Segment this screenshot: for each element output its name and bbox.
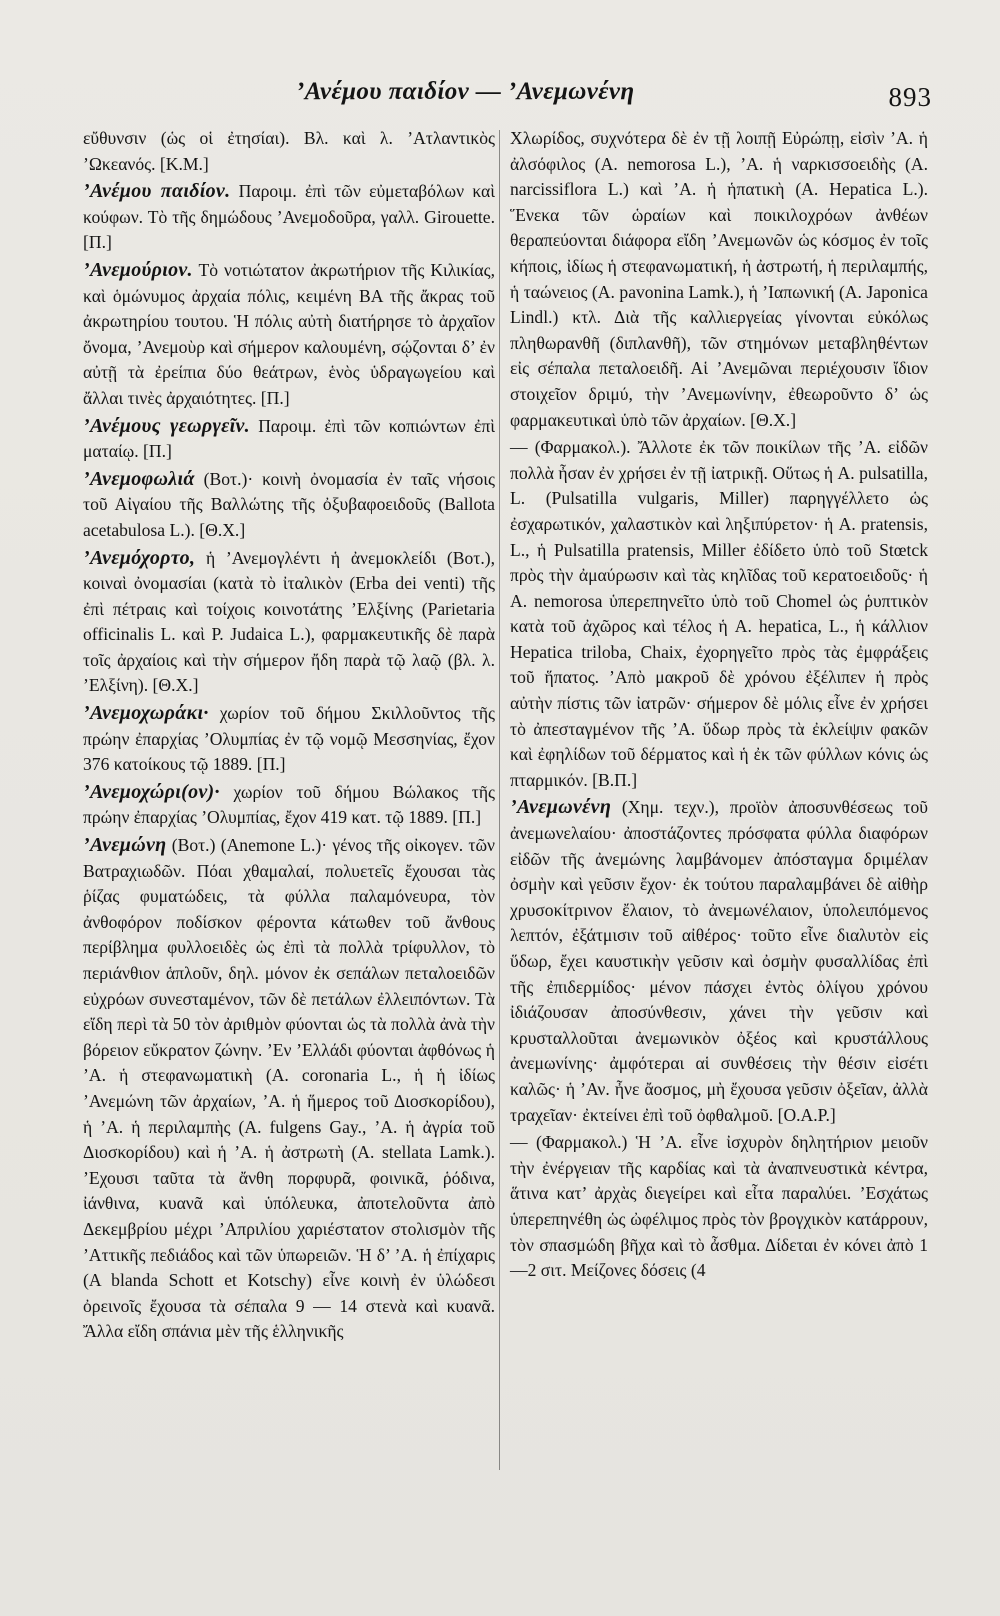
right-column (510, 126, 928, 1284)
entry-text: (Βοτ.) (Anemone L.)· γένος τῆς οἰκογεν. τῶν Βατραχιωδῶν. Πόαι χθαμαλαί, πολυετεῖς ἔχουσαι τὰς ῥίζας φυματώδεις, τὰ φύλλα παλαμόνευρα, τὸν ἀνθοφόρον ποδίσκον φέροντα κάτωθεν τοῦ ἄνθους περίβλημα φυλλοειδὲς ὡς ἐπὶ τὰ πολλὰ τρίφυλλον, τὸ περιάνθιον ἁπλοῦν, δηλ. μόνον ἐκ σεπάλων πεταλοειδῶν εὐχρόων συνεσταμένον, τῶν δὲ πετάλων ἐλλειπόντων. Τὰ εἴδη περὶ τὰ 50 τὸν ἀριθμὸν φύονται ὡς τὰ πολλὰ ἀνὰ τὴν βόρειον εὔκρατον ζώνην. ’Εν ’Ελλάδι φύονται ἀφθόνως ἡ ’Α. ἡ στεφανωματικὴ (A. coronaria L., ἡ ἡ ἰδίως ’Ανεμώνη τῶν ἀρχαίων, ’Α. ἡ ἥμερος τοῦ Διοσκορίδου), ἡ ’Α. ἡ περιλαμπὴς (A. fulgens Gay., ’Α. ἡ ἀγρία τοῦ Διοσκορίδου) καὶ ἡ ’Α. ἡ ἀστρωτὴ (A. stellata Lamk.). ’Εχουσι ταῦτα τὰ ἄνθη πορφυρᾶ, φοινικᾶ, ῥόδινα, ἰάνθινα, κυανᾶ καὶ ὑπόλευκα, ἀποτελοῦντα ἀπὸ Δεκεμβρίου μέχρι ’Απριλίου χαριέστατον στολισμὸν τῆς ’Αττικῆς πεδιάδος καὶ τῶν ὑπωρειῶν. Ἡ δ’ ’Α. ἡ ἐπίχαρις (A blanda Schott et Kotschy) εἶνε κοινὴ ἐν ὑλώδεσι ὀρεινοῖς ἔχουσα τὰ σέπαλα 9 — 14 στενὰ καὶ κυανᾶ. Ἄλλα εἴδη σπάνια μὲν τῆς ἑλληνικῆς (83, 835, 495, 1342)
entry-headword: ’Ανεμοφωλιά (83, 467, 195, 490)
entry-text: — (Φαρμακολ.). Ἄλλοτε ἐκ τῶν ποικίλων τῆς ’Α. εἰδῶν πολλὰ ἦσαν ἐν χρήσει ἐν τῇ ἰατρικῇ. Οὕτως ἡ A. pulsatilla, L. (Pulsatilla vulgaris, Miller) παρηγγέλλετο ὡς ἐσχαρωτικόν, χαλαστικὸν καὶ ληξιπύρετον· ἡ A. pratensis, L., ἡ Pulsatilla pratensis, Miller ἐδίδετο ὑπὸ τοῦ Stœtck πρὸς τὴν ἀμαύρωσιν καὶ τὰς κηλῖδας τοῦ κερατοειδοῦς· ἡ A. nemorosa ὑπερεπηνεῖτο ὑπὸ τοῦ Chomel ὡς ῥυπτικὸν κατὰ τοῦ ἀχῶρος καὶ τέλος ἡ A. hepatica, L., ἡ κάλλιον Hepatica triloba, Chaix, ἐχορηγεῖτο πρὸς τὰς ἐμφράξεις τοῦ ἥπατος. ’Απὸ μακροῦ δὲ χρόνου ἐξέλιπεν ἡ πρὸς αὐτὴν πίστις τῶν ἰατρῶν· σήμερον δὲ μόλις εἶνε ἐν χρήσει τὸ ἀπεσταγμένον τῆς ’Α. ὕδωρ πρὸς τὰ ἐκλείψιν φακῶν καὶ ἐφηλίδων τοῦ δέρματος καὶ ἡ ἐκ τῶν φύλλων κόνις ὡς πταρμικόν. [Β.Π.] (510, 437, 928, 790)
entry-text: Παροιμ. ἐπὶ τῶν εὐμεταβόλων καὶ κούφων. Τὸ τῆς δημώδους ’Ανεμοδοῦρα, γαλλ. Girouette. [Π.] (83, 181, 495, 253)
running-head: ’Ανέμου παιδίον — ’Ανεμωνένη (296, 78, 635, 105)
entry (83, 467, 495, 544)
entry-text: Χλωρίδος, συχνότερα δὲ ἐν τῇ λοιπῇ Εὐρώπῃ, εἰσὶν ’Α. ἡ ἀλσόφιλος (A. nemorosa L.), ’Α. ἡ ναρκισσοειδὴς (A. narcissiflora L.) καὶ ’Α. ἡ ἡπατικὴ (A. Hepatica L.). Ἕνεκα τῶν ὡραίων καὶ ποικιλοχρόων ἀνθέων θεραπεύονται διάφορα εἴδη ’Ανεμωνῶν ὡς κόσμος ἐν τοῖς κήποις, ἰδίως ἡ στεφανωματική, ἡ ἀστρωτή, ἡ περιλαμπής, ἡ ταώνειος (A. pavonina Lamk.), ἡ ’Ιαπωνική (A. Japonica Lindl.) κτλ. Διὰ τῆς καλλιεργείας γίνονται εὐκόλως πληθωρανθῆ (διπλανθῆ), τῶν στημόνων μεταβληθέντων εἰς σέπαλα πεταλοειδῆ. Αἱ ’Ανεμῶναι περιέχουσιν ἴδιον στοιχεῖον δριμύ, τὴν ’Ανεμωνίνην, ἐθεωροῦντο δ’ ὡς φαρμακευτικαὶ ὑπὸ τῶν ἀρχαίων. [Θ.Χ.] (510, 128, 928, 430)
entry-text: Παροιμ. ἐπὶ τῶν κοπιώντων ἐπὶ ματαίῳ. [Π.] (83, 415, 495, 462)
entry (83, 546, 495, 700)
entry-text: — (Φαρμακολ.) Ἡ ’Α. εἶνε ἰσχυρὸν δηλητήριον μειοῦν τὴν ἐνέργειαν τῆς καρδίας καὶ τὰ ἀναπνευστικὰ κέντρα, ἅτινα κατ’ ἀρχὰς διεγείρει καὶ εἶτα παραλύει. ’Εσχάτως ὑπερεπηνέθη ὡς ὠφέλιμος πρὸς τὸν βρογχικὸν κατάρρουν, τὸν σπασμώδη βῆχα καὶ τὸ ἆσθμα. Δίδεται ἐν κόνει ἀπὸ 1—2 σιτ. Μείζονες δόσεις (4 (510, 1132, 928, 1281)
entry (83, 179, 495, 256)
entry-text: χωρίον τοῦ δήμου Βώλακος τῆς πρώην ἐπαρχίας ’Ολυμπίας, ἔχον 419 κατ. τῷ 1889. [Π.] (83, 781, 495, 828)
entry-text: χωρίον τοῦ δήμου Σκιλλοῦντος τῆς πρώην ἐπαρχίας ’Ολυμπίας ἐν τῷ νομῷ Μεσσηνίας, ἔχον 376 κατοίκους τῷ 1889. [Π.] (83, 703, 495, 775)
entry-text: εὔθυνσιν (ὡς οἱ ἐτησίαι). Βλ. καὶ λ. ’Ατλαντικὸς ’Ωκεανός. [Κ.Μ.] (83, 128, 495, 174)
entry-headword: ’Ανεμοχώρι(ον)· (83, 780, 220, 803)
entry (510, 795, 928, 1128)
entry-headword: ’Ανεμοχωράκι· (83, 702, 209, 725)
left-column (83, 126, 495, 1345)
entry-headword: ’Ανέμους γεωργεῖν. (83, 414, 250, 437)
column-divider (499, 130, 500, 1470)
entry (510, 126, 928, 433)
page-number: 893 (888, 82, 932, 112)
entry (510, 1130, 928, 1284)
entry-headword: ’Ανέμου παιδίον. (83, 180, 231, 203)
entry-text: ἡ ’Ανεμογλέντι ἡ ἀνεμοκλείδι (Βοτ.), κοιναὶ ὀνομασίαι (κατὰ τὸ ἰταλικὸν (Erba dei venti) τῆς ἐπὶ πέτραις καὶ τοίχοις κοινοτάτης ’Ελξίνης (Parietaria officinalis L. καὶ P. Judaica L.), φαρμακευτικῆς δὲ παρὰ τοῖς ἀρχαίοις καὶ τὴν σήμερον ἤδη παρὰ τῷ λαῷ (βλ. λ. ’Ελξίνη). [Θ.Χ.] (83, 547, 495, 696)
entry-text: (Βοτ.)· κοινὴ ὀνομασία ἐν ταῖς νήσοις τοῦ Αἰγαίου τῆς Βαλλώτης τῆς ὀξυβαφοειδοῦς (Ballota acetabulosa L.). [Θ.Χ.] (83, 468, 495, 540)
entry-headword: ’Ανεμόχορτο, (83, 546, 196, 569)
entry-headword: ’Ανεμούριον. (83, 258, 193, 281)
entry-text: Τὸ νοτιώτατον ἀκρωτήριον τῆς Κιλικίας, καὶ ὁμώνυμος ἀρχαία πόλις, κειμένη ΒΑ τῆς ἄκρας τοῦ ἀκρωτηρίου τουτου. Ἡ πόλις αὐτὴ διατήρησε τὸ ἀρχαῖον ὄνομα, ’Ανεμοὺρ καὶ σήμερον καλουμένη, σῴζονται δ’ ἐν αὐτῇ τὰ ἐρείπια δύο θεάτρων, ἑνὸς ὑδραγωγείου καὶ ἄλλαι τινὲς ἀρχαιότητες. [Π.] (83, 259, 495, 408)
entry-text: (Χημ. τεχν.), προϊὸν ἀποσυνθέσεως τοῦ ἀνεμωνελαίου· ἀποστάζοντες πρόσφατα φύλλα διαφόρων εἰδῶν τῆς ἀνεμώνης λαμβάνομεν ἀπόσταγμα δριμέλαν ὀσμὴν καὶ γεῦσιν ἔχον· ἐκ τούτου παραλαμβάνει δὲ αἰθὴρ χρυσοκίτρινον ἔλαιον, τὸ ἀνεμωνέλαιον, ὑπολειπόμενος λεπτόν, ἐξάτμισιν τοῦ αἰθέρος· τοῦτο εἶνε διαλυτὸν εἰς ὕδωρ, ἔχει καυστικὴν γεῦσιν καὶ ὀσμὴν φυσαλλίδας ἐπὶ τῆς ἐπιδερμίδος· μένον πάσχει ἐντὸς ὀλίγου χρόνου ἰδιάζουσαν ἀποσύνθεσιν, χάνει τὴν γεῦσιν καὶ κρυσταλλοῦται ἀνεμωνικὸν ὀξέος καὶ κρυστάλλους ἀνεμωνίνης· ἀμφότεραι αἱ συνθέσεις τὴν θέσιν εἰσέτι καλῶς· ἡ ’Αν. ἦνε ἄοσμος, μὴ ἔχουσα γεῦσιν ὀξεῖαν, ἀλλὰ τραχεῖαν· ἐκτείνει ἐπὶ τοῦ ὀφθαλμοῦ. [Ο.Α.Ρ.] (510, 797, 928, 1125)
entry (83, 833, 495, 1345)
entry (83, 701, 495, 778)
entry-headword: ’Ανεμωνένη (510, 796, 612, 819)
entry (83, 258, 495, 412)
entry (83, 126, 495, 177)
entry (510, 435, 928, 793)
entry (83, 780, 495, 831)
entry (83, 414, 495, 465)
entry-headword: ’Ανεμώνη (83, 834, 167, 857)
